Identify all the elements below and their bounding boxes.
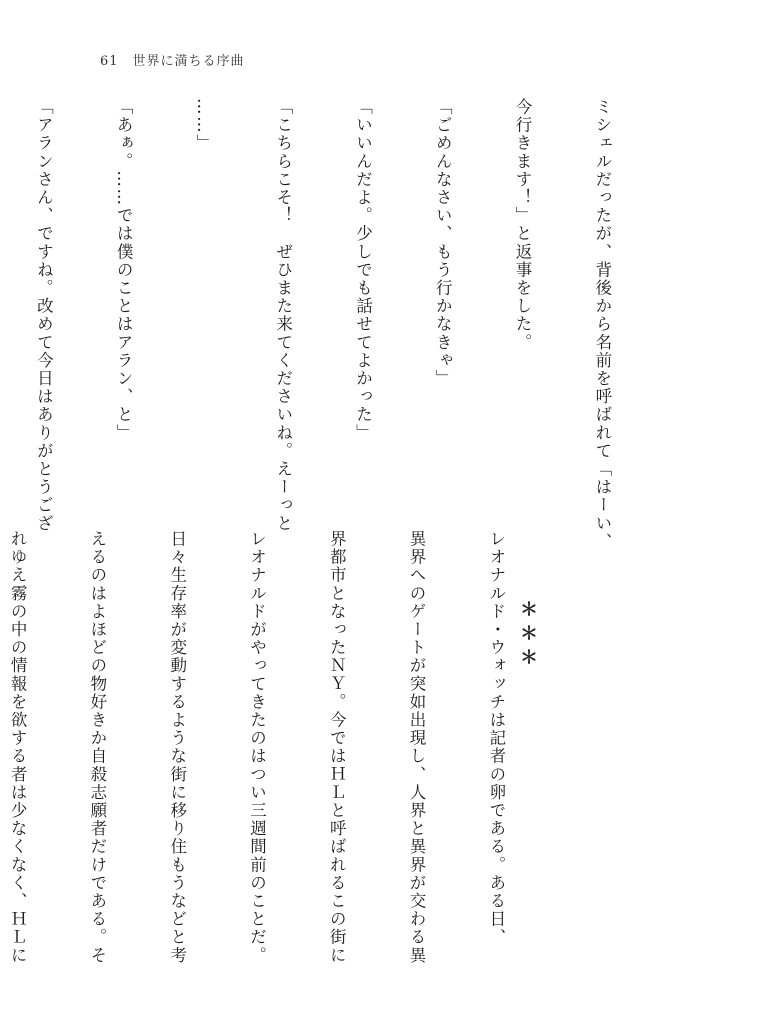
text-line: レオナルド・ウォッチは記者の卵である。ある日、 xyxy=(486,530,506,947)
text-line: 「こちらこそ！ ぜひまた来てくださいね。えーっと xyxy=(273,98,293,533)
text-line: 異界へのゲートが突如出現し、人界と異界が交わる異 xyxy=(407,530,427,965)
page-number: 61 xyxy=(100,54,119,69)
text-line: ……」 xyxy=(193,98,213,153)
section-break: ＊＊＊ xyxy=(517,600,538,672)
text-line: 「アランさん、ですね。改めて今日はありがとうござ xyxy=(34,98,54,533)
text-line: 「いいんだよ。少しでも話せてよかった」 xyxy=(353,98,373,442)
text-line: れゆえ霧の中の情報を欲する者は少なくなく、ＨＬに xyxy=(8,530,28,965)
text-line: 「ごめんなさい、もう行かなきゃ」 xyxy=(433,98,453,388)
text-line: えるのはよほどの物好きか自殺志願者だけである。そ xyxy=(87,530,107,965)
running-header xyxy=(100,50,245,69)
text-line: ミシェルだったが、背後から名前を呼ばれて「はーい、 xyxy=(592,98,612,551)
text-line: レオナルドがやってきたのはつい三週間前のことだ。 xyxy=(247,530,267,965)
text-line: 日々生存率が変動するような街に移り住もうなどと考 xyxy=(167,530,187,965)
top-text-block xyxy=(0,98,668,551)
bottom-text-block xyxy=(0,530,562,965)
running-title: 世界に満ちる序曲 xyxy=(132,54,245,69)
text-line: 界都市となったＮＹ。今ではＨＬと呼ばれるこの街に xyxy=(327,530,347,965)
text-line: 「あぁ。……では僕のことはアラン、と」 xyxy=(114,98,134,442)
text-line: 今行きます！」と返事をした。 xyxy=(513,98,533,352)
